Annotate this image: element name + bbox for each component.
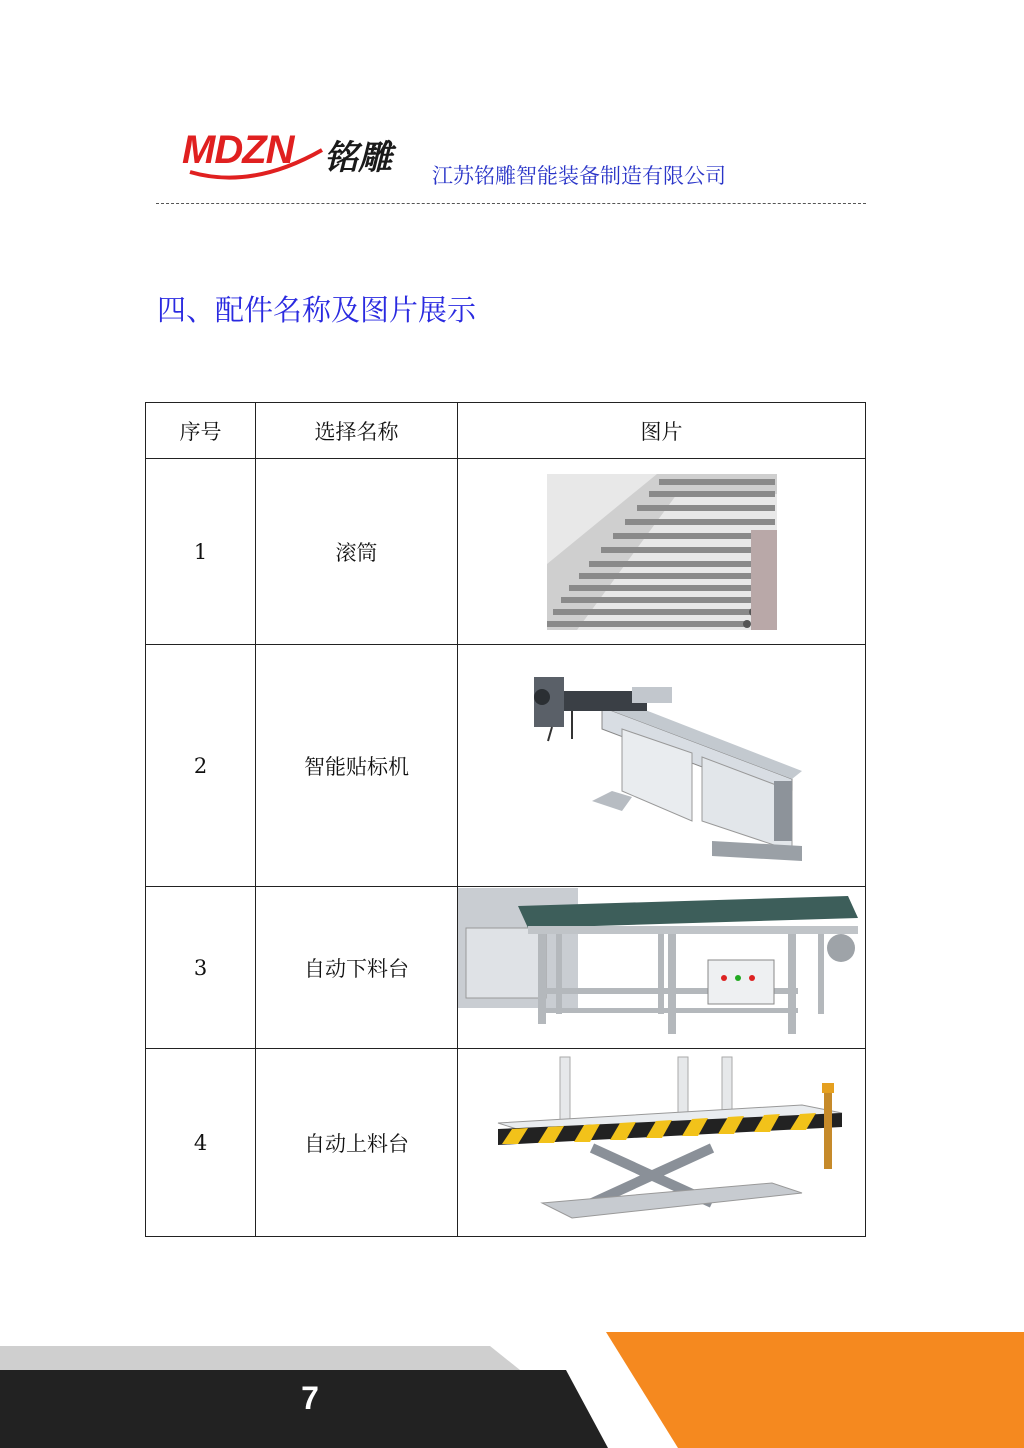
- labeling-machine-photo-icon: [512, 671, 812, 861]
- row-picture: [458, 459, 866, 645]
- company-name: 江苏铭雕智能装备制造有限公司: [432, 164, 726, 188]
- row-no: 2: [146, 645, 256, 887]
- header-no: 序号: [146, 403, 256, 459]
- accessories-table: [145, 402, 866, 1237]
- table-row: [146, 1049, 866, 1237]
- table-row: [146, 887, 866, 1049]
- row-no: 4: [146, 1049, 256, 1237]
- row-name: 自动上料台: [256, 1049, 458, 1237]
- table-row: [146, 645, 866, 887]
- roller-conveyor-photo-icon: [547, 474, 777, 630]
- section-title: 四、配件名称及图片展示: [157, 293, 477, 327]
- table-header-row: [146, 403, 866, 459]
- row-picture: [458, 887, 866, 1049]
- header-divider: [156, 203, 866, 204]
- row-name: 自动下料台: [256, 887, 458, 1049]
- row-name: 滚筒: [256, 459, 458, 645]
- header-picture: 图片: [458, 403, 866, 459]
- table-row: [146, 459, 866, 645]
- logo-chinese: 铭雕: [324, 138, 392, 178]
- row-picture: [458, 1049, 866, 1237]
- footer-band: [0, 1330, 1024, 1448]
- company-logo: [182, 120, 412, 184]
- loading-lift-table-photo-icon: [472, 1053, 852, 1233]
- row-name: 智能贴标机: [256, 645, 458, 887]
- row-no: 1: [146, 459, 256, 645]
- row-picture: [458, 645, 866, 887]
- row-no: 3: [146, 887, 256, 1049]
- header-name: 选择名称: [256, 403, 458, 459]
- page-number: 7: [301, 1380, 319, 1416]
- unloading-table-photo-icon: [458, 888, 865, 1048]
- logo-latin: MDZN: [182, 128, 294, 172]
